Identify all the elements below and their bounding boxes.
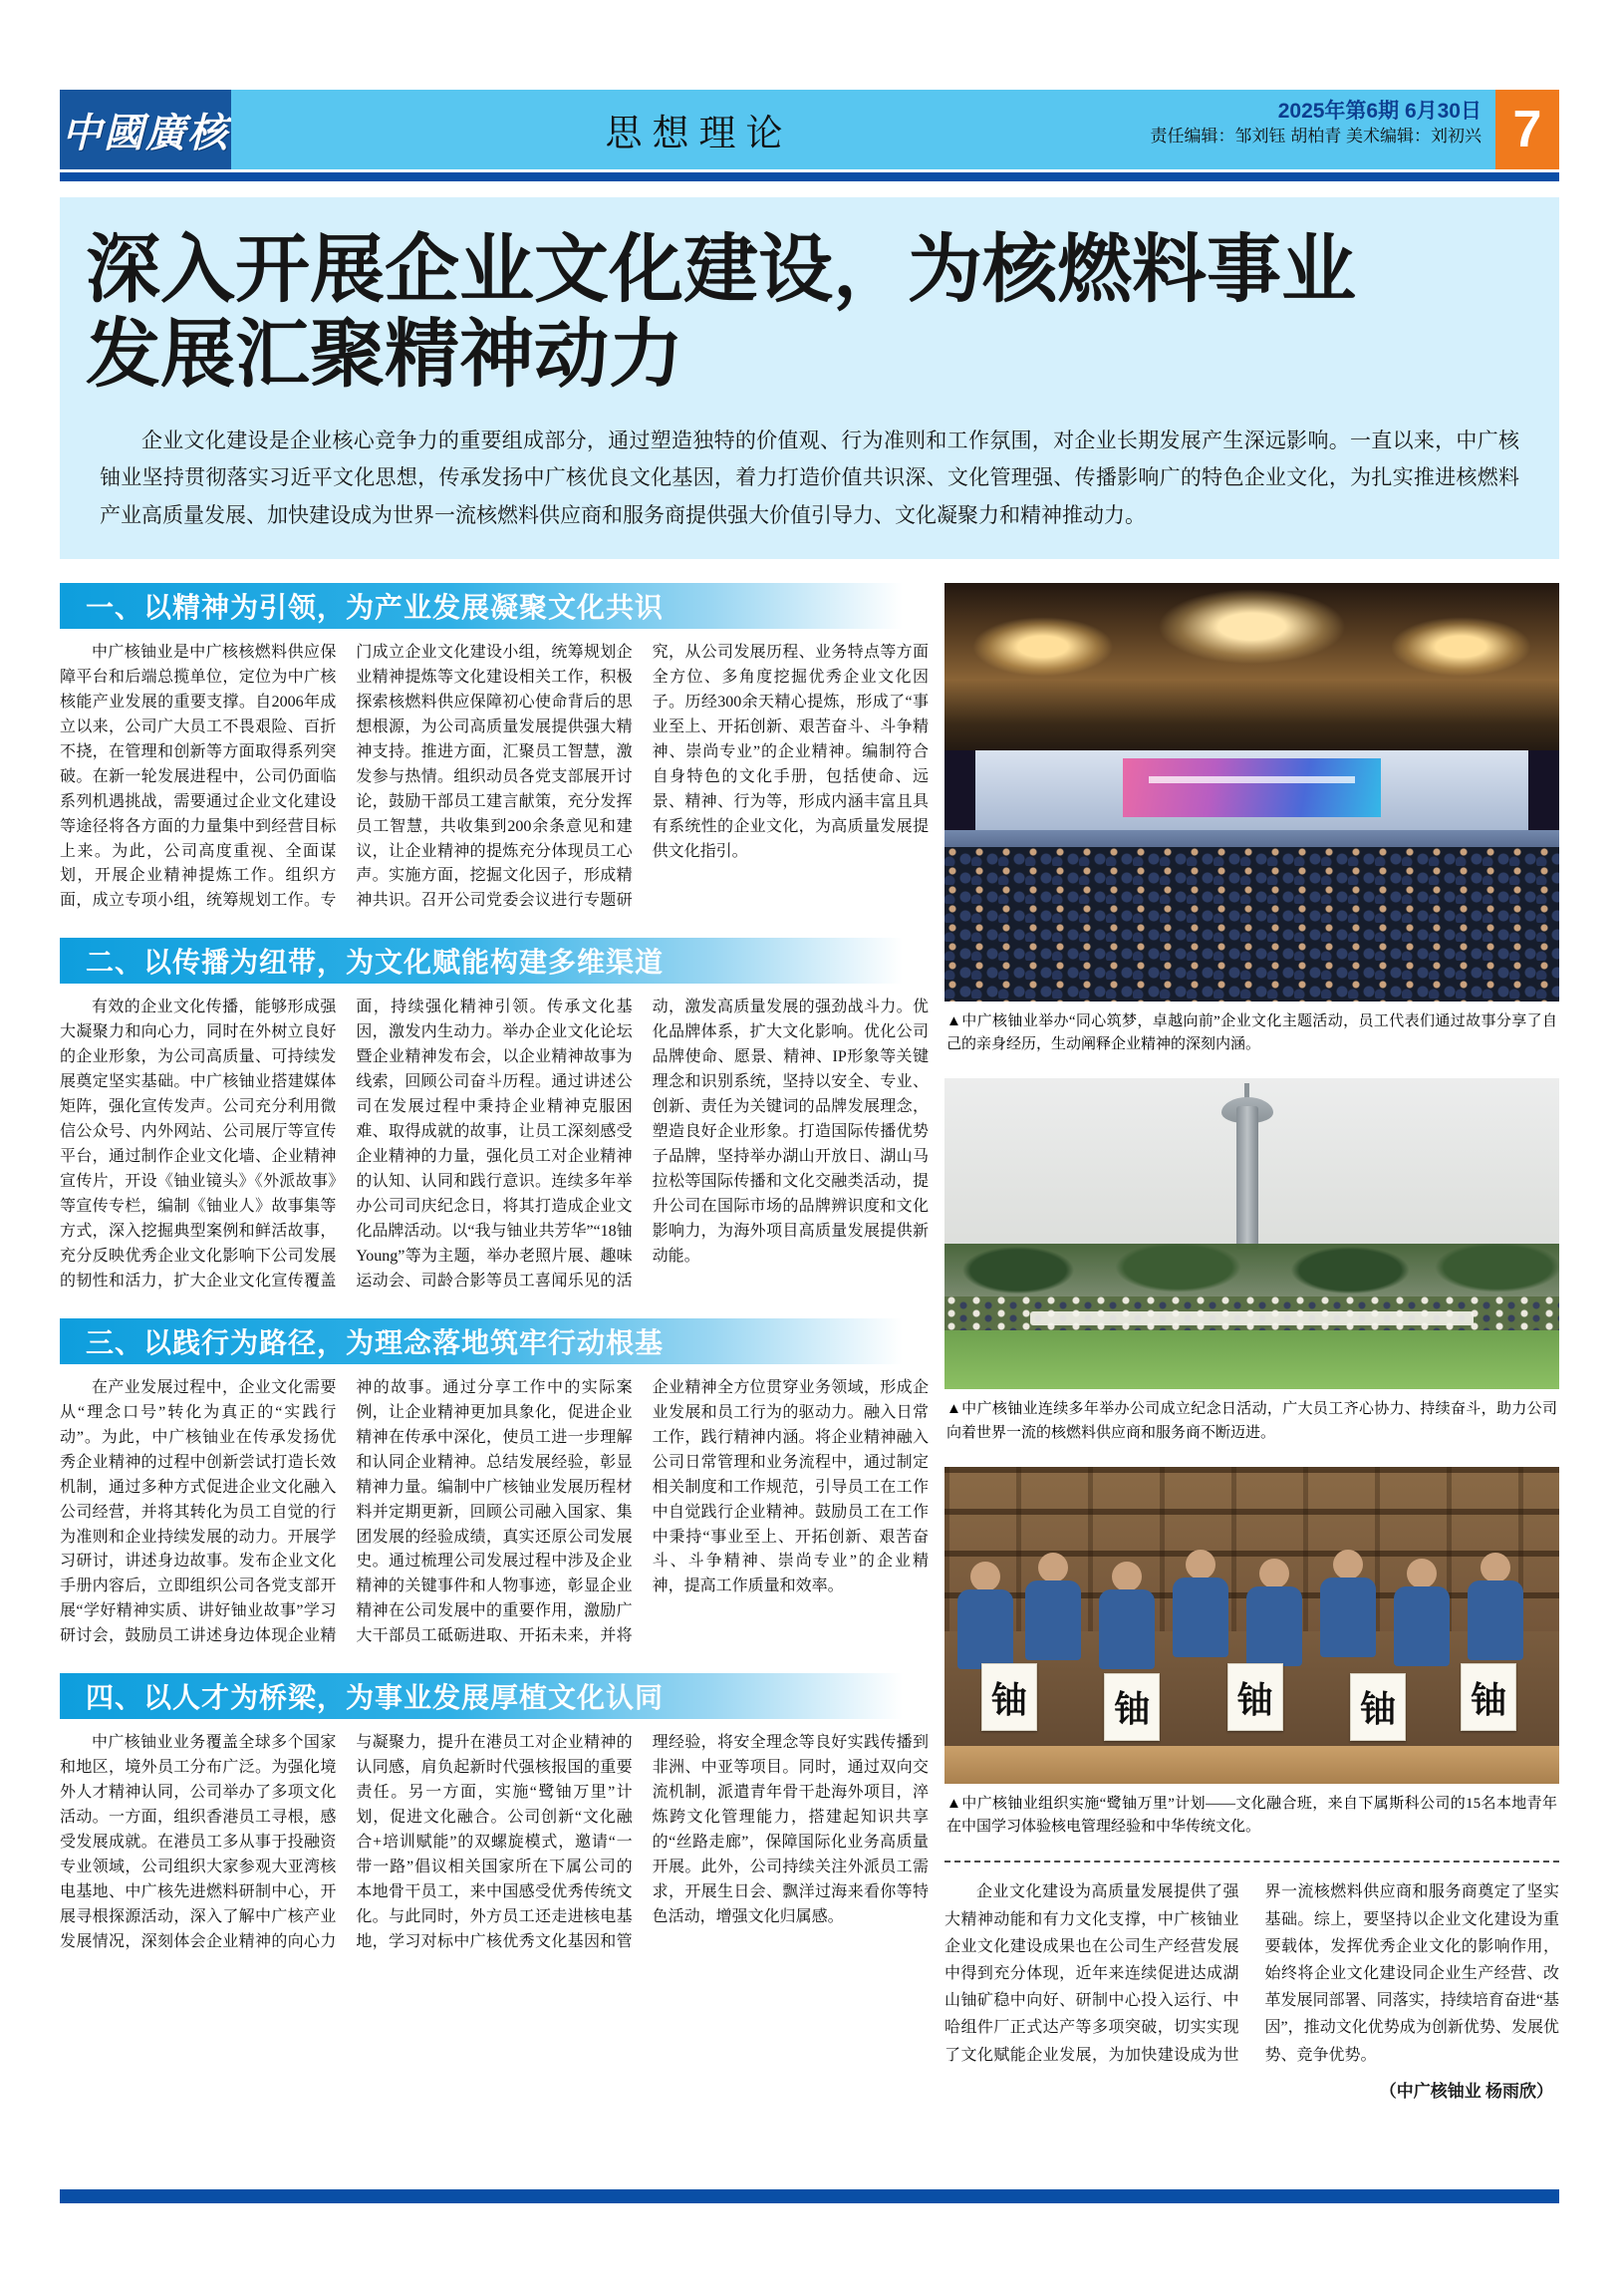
section-1-paragraph: 中广核铀业是中广核核燃料供应保障平台和后端总揽单位，定位为中广核核能产业发展的重要支撑。自2006年成立以来，公司广大员工不畏艰险、百折不挠，在管理和创新等方面取得系列突破。在新一轮发展进程中，公司仍面临系列机遇挑战，需要通过企业文化建设等途径将各方面的力量集中到经营目标上来。为此，公司高度重视、全面谋划，开展企业精神提炼工作。组织方面，成立专项小组，统筹规划工作。专门成立企业文化建设小组，统筹规划企业精神提炼等文化建设相关工作，积极探索核燃料供应保障初心使命背后的思想根源，为公司高质量发展提供强大精神支持。推进方面，汇聚员工智慧，激发参与热情。组织动员各党支部展开讨论，鼓励干部员工建言献策，充分发挥员工智慧，共收集到200余条意见和建议，让企业精神的提炼充分体现员工心声。实施方面，挖掘文化因子，形成精神共识。召开公司党委会议进行专题研究，从公司发展历程、业务特点等方面全方位、多角度挖掘优秀企业文化因子。历经300余天精心提炼，形成了“事业至上、开拓创新、艰苦奋斗、斗争精神、崇尚专业”的企业精神。编制符合自身特色的文化手册，包括使命、远景、精神、行为等，形成内涵丰富且具有系统性的企业文化，为高质量发展提供文化指引。 [60,643,929,910]
page-number: 7 [1495,90,1559,169]
crowd-banner [1030,1311,1473,1325]
tower-shaft [1236,1106,1258,1250]
photo-2-caption: ▲中广核铀业连续多年举办公司成立纪念日活动，广大员工齐心协力、持续奋斗，助力公司向着世界一流的核燃料供应商和服务商不断迈进。 [946,1401,1557,1441]
photo-column-area [944,583,1559,2102]
masthead-band [231,90,1495,169]
trainee-figure [956,1562,1014,1669]
article-byline: （中广核铀业 杨雨欣） [1379,2081,1553,2101]
section-1-heading: 一、以精神为引领，为产业发展凝聚文化共识 [60,583,929,629]
issue-info: 2025年第6期 6月30日 [1277,100,1482,123]
photo-3-caption: ▲中广核铀业组织实施“鹭铀万里”计划——文化融合班，来自下属斯科公司的15名本地青年在中国学习体验核电管理经验和中华传统文化。 [946,1795,1557,1836]
section-3-paragraph: 在产业发展过程中，企业文化需要从“理念口号”转化为真正的“实践行动”。为此，中广核铀业在传承发扬优秀企业精神的过程中创新尝试打造长效机制，通过多种方式促进企业文化融入公司经营，并将其转化为员工自觉的行为准则和企业持续发展的动力。开展学习研讨，讲述身边故事。发布企业文化手册内容后，立即组织公司各党支部开展“学好精神实质、讲好铀业故事”学习研讨会，鼓励员工讲述身边体现企业精神的故事。通过分享工作中的实际案例，让企业精神更加具象化，促进企业精神在传承中深化，使员工进一步理解和认同企业精神。总结发展经验，彰显精神力量。编制中广核铀业发展历程材料并定期更新，回顾公司融入国家、集团发展的经验成绩，真实还原公司发展史。通过梳理公司发展过程中涉及企业精神的关键事件和人物事迹，彰显企业精神在公司发展中的重要作用，激励广大干部员工砥砺进取、开拓未来，并将企业精神全方位贯穿业务领域，形成企业发展和员工行为的驱动力。融入日常工作，践行精神内涵。将企业精神融入公司日常管理和业务流程中，通过制定相关制度和工作规范，引导员工在工作中自觉践行企业精神。鼓励员工在工作中秉持“事业至上、开拓创新、艰苦奋斗、斗争精神、崇尚专业”的企业精神，提高工作质量和效率。 [60,1378,929,1645]
lawn-foreground [944,1330,1559,1389]
trainee-figure [1467,1553,1524,1660]
calligraphy-card: 铀 [1104,1673,1160,1741]
trainee-figure [1172,1550,1229,1657]
calligraphy-card: 铀 [1227,1663,1283,1731]
text-column-area [60,583,929,2102]
section-2-heading: 二、以传播为纽带，为文化赋能构建多维渠道 [60,938,929,984]
conclusion-paragraph: 企业文化建设为高质量发展提供了强大精神动能和有力文化支撑，中广核铀业企业文化建设成果也在公司生产经营发展中得到充分体现，近年来连续促进达成湖山铀矿稳中向好、研制中心投入运行、中哈组件厂正式达产等多项突破，切实实现了文化赋能企业发展，为加快建设成为世界一流核燃料供应商和服务商奠定了坚实基础。综上，要坚持以企业文化建设为重要载体，发挥优秀企业文化的影响作用，始终将企业文化建设同企业生产经营、改革发展同部署、同落实，持续培育奋进“基因”，推动文化优势成为创新优势、发展优势、竞争优势。 [944,1883,1559,2064]
section-2-paragraph: 有效的企业文化传播，能够形成强大凝聚力和向心力，同时在外树立良好的企业形象，为公司高质量、可持续发展奠定坚实基础。中广核铀业搭建媒体矩阵，强化宣传发声。公司充分利用微信公众号、内外网站、公司展厅等宣传平台，通过制作企业文化墙、企业精神宣传片，开设《铀业镜头》《外派故事》等宣传专栏，编制《铀业人》故事集等方式，深入挖掘典型案例和鲜活故事，充分反映优秀企业文化影响下公司发展的韧性和活力，扩大企业文化宣传覆盖面，持续强化精神引领。传承文化基因，激发内生动力。举办企业文化论坛暨企业精神发布会，以企业精神故事为线索，回顾公司奋斗历程。通过讲述公司在发展过程中秉持企业精神克服困难、取得成就的故事，让员工深刻感受企业精神的力量，强化员工对企业精神的认知、认同和践行意识。连续多年举办公司司庆纪念日，将其打造成企业文化品牌活动。以“我与铀业共芳华”“18铀Young”等为主题，举办老照片展、趣味运动会、司龄合影等员工喜闻乐见的活动，激发高质量发展的强劲战斗力。优化品牌体系，扩大文化影响。优化公司品牌使命、愿景、精神、IP形象等关键理念和识别系统，坚持以安全、专业、创新、责任为关键词的品牌发展理念，塑造良好企业形象。打造国际传播优势子品牌，坚持举办湖山开放日、湖山马拉松等国际传播和文化交融类活动，提升公司在国际市场的品牌辨识度和文化影响力，为海外项目高质量发展提供新动能。 [60,999,929,1290]
headline-block [60,197,1559,559]
trainee-figure [1098,1562,1156,1669]
trainee-figure [1393,1559,1451,1666]
photo-calligraphy-class [944,1467,1559,1784]
masthead [60,90,1559,169]
section-1-body [60,641,929,914]
article-title-line2: 发展汇聚精神动力 [86,311,684,396]
section-name: 思想理论 [605,113,793,153]
masthead-meta [1151,98,1482,148]
trainee-figure [1245,1559,1303,1666]
table-foreground [944,1746,1559,1784]
brand-logo: 中國廣核 [60,90,231,169]
section-3-heading: 三、以践行为路径，为理念落地筑牢行动根基 [60,1318,929,1364]
tree-line [944,1244,1559,1302]
conference-audience [944,847,1559,1002]
section-4-body [60,1731,929,1955]
photo-anniversary-outdoor [944,1078,1559,1389]
article-intro: 企业文化建设是企业核心竞争力的重要组成部分，通过塑造独特的价值观、行为准则和工作氛围，对企业长期发展产生深远影响。一直以来，中广核铀业坚持贯彻落实习近平文化思想，传承发扬中广核优良文化基因，着力打造价值共识深、文化管理强、传播影响广的特色企业文化，为扎实推进核燃料产业高质量发展、加快建设成为世界一流核燃料供应商和服务商提供强大价值引导力、文化凝聚力和精神推动力。 [100,428,1519,528]
conference-led-screen [1123,758,1381,817]
conclusion-divider [944,1861,1559,1863]
masthead-rule [60,172,1559,181]
article-title-line1: 深入开展企业文化建设，为核燃料事业 [86,227,1357,311]
page-content [60,90,1559,2102]
section-3-body [60,1376,929,1649]
main-area [60,583,1559,2102]
photo-1-caption: ▲中广核铀业举办“同心筑梦，卓越向前”企业文化主题活动，员工代表们通过故事分享了自己的亲身经历，生动阐释企业精神的深刻内涵。 [946,1012,1557,1053]
conference-ceiling-chandeliers [944,583,1559,750]
calligraphy-card: 铀 [981,1663,1037,1731]
calligraphy-card: 铀 [1461,1663,1516,1731]
trainee-figure [1024,1553,1082,1660]
editors-line: 责任编辑：邹刘钰 胡柏青 美术编辑：刘初兴 [1150,127,1482,146]
section-4-paragraph: 中广核铀业业务覆盖全球多个国家和地区，境外员工分布广泛。为强化境外人才精神认同，公司举办了多项文化活动。一方面，组织香港员工寻根，感受发展成就。在港员工多从事于投融资专业领域，公司组织大家参观大亚湾核电基地、中广核先进燃料研制中心，开展寻根探源活动，深入了解中广核产业发展情况，深刻体会企业精神的向心力与凝聚力，提升在港员工对企业精神的认同感，肩负起新时代强核报国的重要责任。另一方面，实施“鹭铀万里”计划，促进文化融合。公司创新“文化融合+培训赋能”的双螺旋模式，邀请“一带一路”倡议相关国家所在下属公司的本地骨干员工，来中国感受优秀传统文化。与此同时，外方员工还走进核电基地，学习对标中广核优秀文化基因和管理经验，将安全理念等良好实践传播到非洲、中亚等项目。同时，通过双向交流机制，派遣青年骨干赴海外项目，淬炼跨文化管理能力，搭建起知识共享的“丝路走廊”，保障国际化业务高质量开展。此外，公司持续关注外派员工需求，开展生日会、飘洋过海来看你等特色活动，增强文化归属感。 [60,1734,929,1950]
calligraphy-card: 铀 [1350,1673,1406,1741]
footer-rule [60,2189,1559,2203]
trainee-figure [1319,1550,1377,1657]
section-4-heading: 四、以人才为桥梁，为事业发展厚植文化认同 [60,1673,929,1719]
section-2-body [60,996,929,1293]
photo-conference-hall [944,583,1559,1002]
article-title [86,227,1533,397]
conclusion-text [944,1878,1559,2068]
